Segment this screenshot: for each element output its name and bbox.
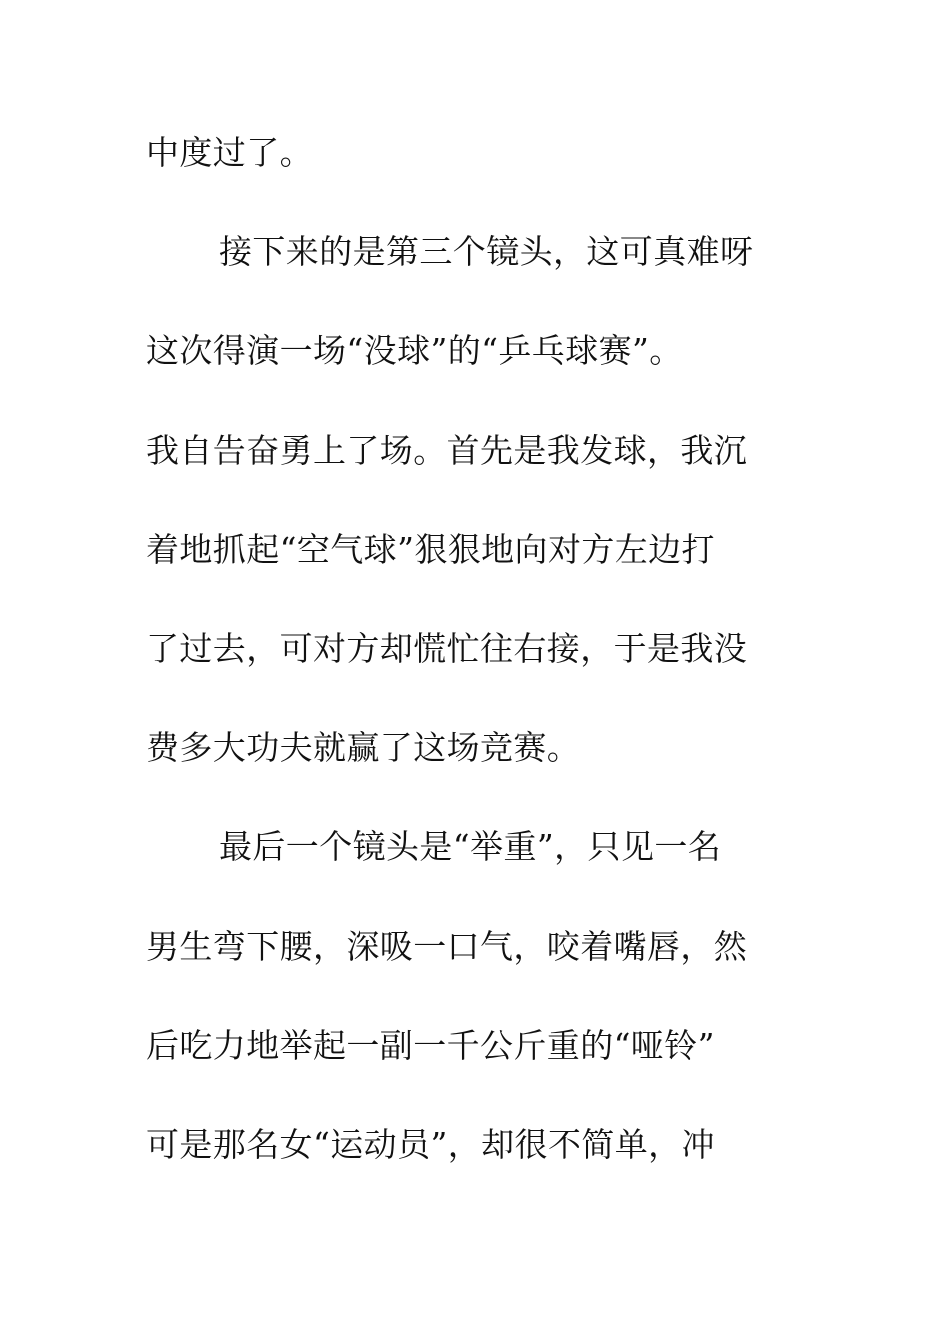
text-line: 我自告奋勇上了场。首先是我发球，我沉 xyxy=(146,430,748,470)
text-line: 可是那名女“运动员”，却很不简单，冲 xyxy=(146,1124,715,1164)
text-line: 男生弯下腰，深吸一口气，咬着嘴唇，然 xyxy=(146,926,748,966)
text-line: 中度过了。 xyxy=(146,133,313,172)
text-line: 着地抓起“空气球”狠狠地向对方左边打 xyxy=(146,529,715,569)
text-line: 了过去，可对方却慌忙往右接，于是我没 xyxy=(146,628,748,668)
paragraph-first-line: 最后一个镜头是“举重”，只见一名 xyxy=(219,827,722,867)
document-body xyxy=(146,118,806,1209)
text-line: 后吃力地举起一副一千公斤重的“哑铃” xyxy=(146,1025,715,1065)
paragraph-first-line: 接下来的是第三个镜头，这可真难呀 xyxy=(219,232,754,272)
text-line: 这次得演一场“没球”的“乒乓球赛”。 xyxy=(146,331,683,371)
text-line: 费多大功夫就赢了这场竞赛。 xyxy=(146,728,581,768)
